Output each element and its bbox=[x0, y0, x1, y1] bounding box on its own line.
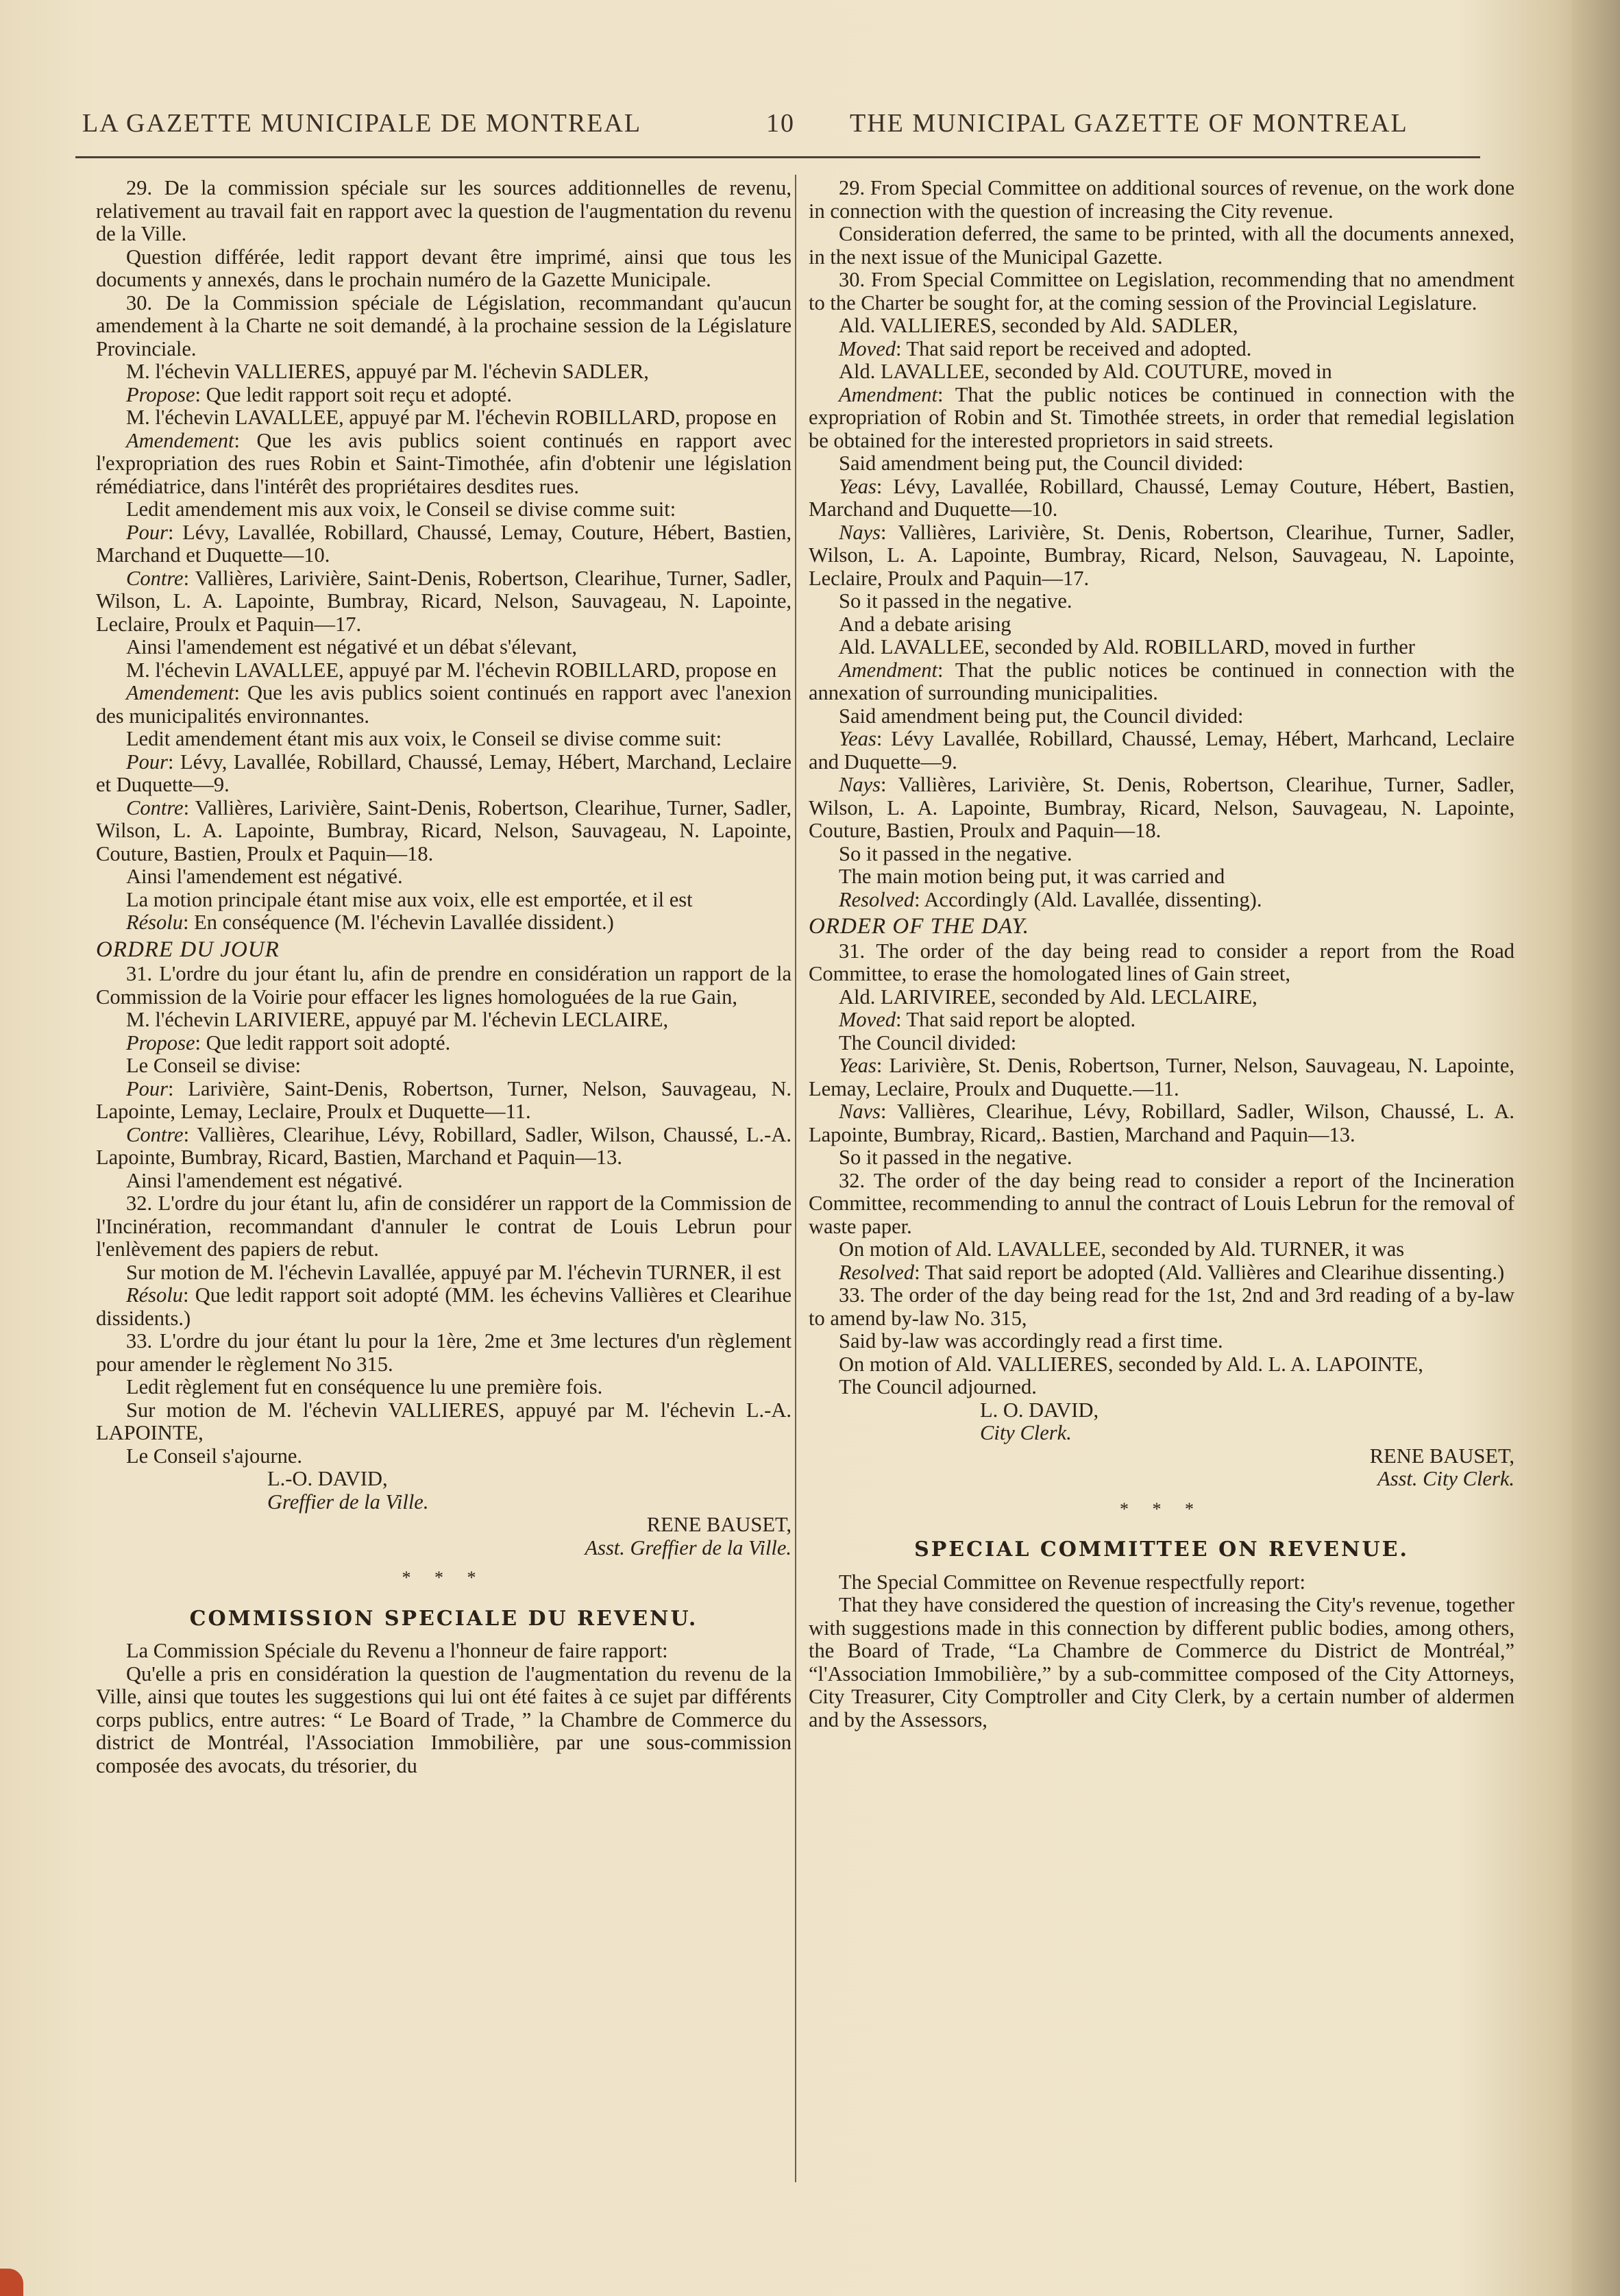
minutes-paragraph bbox=[96, 1192, 791, 1261]
motion-label: Résolu bbox=[126, 911, 184, 934]
paragraph-text: 32. The order of the day being read to consider a report of the Incineration Committee, recommending to annul the contract of Louis Lebrun for the removal of waste paper. bbox=[809, 1168, 1514, 1238]
minutes-paragraph bbox=[809, 1261, 1514, 1285]
paragraph-text: : Larivière, St. Denis, Robertson, Turner, Nelson, Sauvageau, N. Lapointe, Lemay, Leclaire, Proulx and Duquette.—11. bbox=[809, 1054, 1514, 1100]
separator-stars: * * * bbox=[402, 1568, 486, 1588]
minutes-paragraph bbox=[809, 728, 1514, 774]
motion-label: Pour bbox=[126, 1076, 168, 1100]
report-title: SPECIAL COMMITTEE ON REVENUE. bbox=[914, 1538, 1409, 1561]
paragraph-text: Ald. LAVALLEE, seconded by Ald. COUTURE, moved in bbox=[839, 360, 1332, 383]
minutes-paragraph bbox=[809, 1376, 1514, 1399]
minutes-paragraph bbox=[809, 1100, 1514, 1146]
minutes-paragraph bbox=[96, 659, 791, 682]
motion-label: Résolu bbox=[126, 1283, 184, 1307]
motion-label: Contre bbox=[126, 1122, 184, 1146]
motion-label: Navs bbox=[839, 1100, 881, 1123]
motion-label: Propose bbox=[126, 382, 195, 406]
minutes-paragraph bbox=[809, 774, 1514, 843]
paragraph-text: M. l'échevin LAVALLEE, appuyé par M. l'échevin ROBILLARD, propose en bbox=[126, 406, 777, 429]
minutes-paragraph bbox=[96, 177, 791, 246]
section-heading: ORDRE DU JOUR bbox=[96, 937, 280, 962]
minutes-paragraph bbox=[96, 384, 791, 407]
paragraph-text: Sur motion de M. l'échevin VALLIERES, appuyé par M. l'échevin L.-A. LAPOINTE, bbox=[96, 1398, 791, 1444]
minutes-paragraph bbox=[96, 751, 791, 797]
paragraph-text: And a debate arising bbox=[839, 612, 1011, 636]
paragraph-text: : That the public notices be continued in connection with the annexation of surrounding municipalities. bbox=[809, 658, 1514, 704]
minutes-paragraph bbox=[96, 911, 791, 935]
minutes-paragraph bbox=[96, 1170, 791, 1193]
clerk-name: L.-O. DAVID, bbox=[267, 1467, 388, 1490]
minutes-paragraph bbox=[96, 430, 791, 499]
paragraph-text: The Council adjourned. bbox=[839, 1375, 1037, 1398]
paragraph-text: : Vallières, Clearihue, Lévy, Robillard, Sadler, Wilson, Chaussé, L.-A. Lapointe, Bumbray, Ricard, Bastien, Marchand et Paquin—13. bbox=[96, 1122, 791, 1169]
paragraph-text: Consideration deferred, the same to be printed, with all the documents annexed, in the next issue of the Municipal Gazette. bbox=[809, 222, 1514, 269]
minutes-paragraph bbox=[809, 1353, 1514, 1377]
report-title: COMMISSION SPECIALE DU REVENU. bbox=[189, 1606, 698, 1631]
paragraph-text: : Vallières, Larivière, St. Denis, Robertson, Clearihue, Turner, Sadler, Wilson, L. A. Lapointe, Bumbray, Ricard, Nelson, Sauvageau, N. Lapointe, Leclaire, Proulx and Paquin—17. bbox=[809, 520, 1514, 590]
minutes-paragraph bbox=[96, 1445, 791, 1468]
paragraph-text: Le Conseil s'ajourne. bbox=[126, 1444, 303, 1468]
report-paragraph: The Special Committee on Revenue respectfully report: bbox=[839, 1570, 1305, 1594]
minutes-paragraph bbox=[809, 521, 1514, 591]
minutes-paragraph bbox=[809, 1330, 1514, 1353]
paragraph-text: Ledit règlement fut en conséquence lu une première fois. bbox=[126, 1375, 603, 1398]
motion-label: Amendement bbox=[126, 681, 234, 704]
paragraph-text: : That said report be received and adopted. bbox=[895, 336, 1252, 360]
motion-label: Nays bbox=[839, 520, 881, 544]
paragraph-text: : Que ledit rapport soit adopté (MM. les échevins Vallières et Clearihue dissidents.) bbox=[96, 1283, 791, 1330]
paragraph-text: Ledit amendement mis aux voix, le Conseil se divise comme suit: bbox=[126, 497, 676, 521]
paragraph-text: So it passed in the negative. bbox=[839, 1146, 1072, 1169]
paragraph-text: : Vallières, Larivière, Saint-Denis, Robertson, Clearihue, Turner, Sadler, Wilson, L. A. Lapointe, Bumbray, Ricard, Nelson, Sauvageau, N. Lapointe, Couture, Bastien, Proulx et Paquin—18. bbox=[96, 795, 791, 865]
page-header bbox=[75, 103, 1480, 144]
assistant-clerk-name: RENE BAUSET, bbox=[1369, 1444, 1514, 1468]
minutes-paragraph bbox=[809, 177, 1514, 223]
paragraph-text: M. l'échevin LAVALLEE, appuyé par M. l'échevin ROBILLARD, propose en bbox=[126, 658, 777, 682]
motion-label: Pour bbox=[126, 750, 168, 774]
header-english-title: THE MUNICIPAL GAZETTE OF MONTREAL bbox=[850, 109, 1408, 138]
paragraph-text: La motion principale étant mise aux voix, elle est emportée, et il est bbox=[126, 887, 693, 911]
paragraph-text: : Lévy, Lavallée, Robillard, Chaussé, Lemay, Couture, Hébert, Bastien, Marchand et Duquette—10. bbox=[96, 520, 791, 567]
minutes-paragraph bbox=[809, 314, 1514, 338]
minutes-paragraph bbox=[96, 360, 791, 384]
motion-label: Pour bbox=[126, 520, 168, 544]
minutes-paragraph bbox=[96, 1376, 791, 1399]
minutes-paragraph bbox=[96, 1054, 791, 1078]
motion-label: Amendment bbox=[839, 658, 937, 682]
minutes-paragraph bbox=[96, 728, 791, 751]
motion-label: Yeas bbox=[839, 1054, 876, 1077]
paragraph-text: Question différée, ledit rapport devant être imprimé, ainsi que tous les documents y annexés, dans le prochain numéro de la Gazette Municipale. bbox=[96, 245, 791, 291]
minutes-paragraph bbox=[809, 1284, 1514, 1330]
minutes-paragraph bbox=[809, 659, 1514, 705]
minutes-paragraph bbox=[96, 567, 791, 637]
minutes-paragraph bbox=[809, 1009, 1514, 1032]
minutes-paragraph bbox=[809, 269, 1514, 314]
minutes-paragraph bbox=[96, 292, 791, 361]
paragraph-text: : Lévy, Lavallée, Robillard, Chaussé, Lemay, Hébert, Marchand, Leclaire et Duquette—9. bbox=[96, 750, 791, 796]
minutes-paragraph bbox=[809, 889, 1514, 912]
minutes-paragraph bbox=[96, 865, 791, 889]
paragraph-text: 30. From Special Committee on Legislation, recommending that no amendment to the Charter be sought for, at the coming session of the Provincial Legislature. bbox=[809, 268, 1514, 314]
paragraph-text: M. l'échevin LARIVIERE, appuyé par M. l'échevin LECLAIRE, bbox=[126, 1008, 669, 1031]
minutes-paragraph bbox=[96, 1399, 791, 1445]
minutes-paragraph bbox=[96, 406, 791, 430]
minutes-paragraph bbox=[809, 986, 1514, 1009]
minutes-paragraph bbox=[809, 452, 1514, 476]
paragraph-text: Ainsi l'amendement est négativé. bbox=[126, 1168, 403, 1192]
minutes-paragraph bbox=[809, 338, 1514, 361]
paragraph-text: : Lévy, Lavallée, Robillard, Chaussé, Lemay Couture, Hébert, Bastien, Marchand and Duquette—10. bbox=[809, 474, 1514, 521]
minutes-paragraph bbox=[96, 889, 791, 912]
clerk-title: City Clerk. bbox=[980, 1421, 1072, 1444]
paragraph-text: Said amendment being put, the Council divided: bbox=[839, 452, 1244, 475]
minutes-paragraph bbox=[809, 223, 1514, 269]
minutes-paragraph bbox=[96, 498, 791, 521]
paragraph-text: Le Conseil se divise: bbox=[126, 1054, 301, 1077]
paragraph-text: The Council divided: bbox=[839, 1030, 1017, 1054]
motion-label: Moved bbox=[839, 336, 896, 360]
report-paragraph: Qu'elle a pris en considération la question de l'augmentation du revenu de la Ville, ainsi que toutes les suggestions qui lui ont été faites à ce sujet par différents corps publics, entre autres: “ Le Board of Trade, ” la Chambre de Commerce du district de Montréal, l'Association Immobilière, par une sous-commission composée des avocats, du trésorier, du bbox=[96, 1662, 791, 1777]
assistant-clerk-name: RENE BAUSET, bbox=[646, 1513, 791, 1536]
paragraph-text: Ald. LAVALLEE, seconded by Ald. ROBILLARD, moved in further bbox=[839, 635, 1415, 658]
english-column bbox=[809, 177, 1514, 1731]
paragraph-text: 31. The order of the day being read to consider a report from the Road Committee, to erase the homologated lines of Gain street, bbox=[809, 939, 1514, 985]
motion-label: Moved bbox=[839, 1008, 896, 1031]
minutes-paragraph bbox=[809, 940, 1514, 986]
minutes-paragraph bbox=[96, 1330, 791, 1376]
minutes-paragraph bbox=[96, 1284, 791, 1330]
paragraph-text: 33. The order of the day being read for the 1st, 2nd and 3rd reading of a by-law to amend by-law No. 315, bbox=[809, 1283, 1514, 1330]
paragraph-text: On motion of Ald. VALLIERES, seconded by Ald. L. A. LAPOINTE, bbox=[839, 1352, 1423, 1376]
paragraph-text: : Lévy Lavallée, Robillard, Chaussé, Lemay, Hébert, Marhcand, Leclaire and Duquette—9. bbox=[809, 727, 1514, 774]
minutes-paragraph bbox=[96, 682, 791, 728]
clerk-name: L. O. DAVID, bbox=[980, 1398, 1099, 1422]
paragraph-text: : Que ledit rapport soit adopté. bbox=[195, 1030, 451, 1054]
report-paragraph: La Commission Spéciale du Revenu a l'honneur de faire rapport: bbox=[126, 1639, 668, 1662]
paragraph-text: Sur motion de M. l'échevin Lavallée, appuyé par M. l'échevin TURNER, il est bbox=[126, 1260, 781, 1284]
assistant-clerk-title: Asst. City Clerk. bbox=[1377, 1467, 1514, 1490]
paragraph-text: : Accordingly (Ald. Lavallée, dissenting). bbox=[914, 887, 1262, 911]
paragraph-text: : Vallières, Larivière, Saint-Denis, Robertson, Clearihue, Turner, Sadler, Wilson, L. A. Lapointe, Bumbray, Ricard, Nelson, Sauvageau, N. Lapointe, Leclaire, Proulx et Paquin—17. bbox=[96, 566, 791, 636]
header-rule bbox=[75, 156, 1480, 158]
section-heading: ORDER OF THE DAY. bbox=[809, 914, 1029, 939]
minutes-paragraph bbox=[96, 1078, 791, 1124]
separator-stars: * * * bbox=[1120, 1498, 1203, 1519]
paragraph-text: : Vallières, Larivière, St. Denis, Robertson, Clearihue, Turner, Sadler, Wilson, L. A. Lapointe, Bumbray, Ricard, Nelson, Sauvageau, N. Lapointe, Couture, Bastien, Proulx and Paquin—18. bbox=[809, 773, 1514, 842]
minutes-paragraph bbox=[96, 1261, 791, 1285]
paragraph-text: 30. De la Commission spéciale de Législation, recommandant qu'aucun amendement à la Charte ne soit demandé, à la prochaine session de la Législature Provinciale. bbox=[96, 291, 791, 360]
paragraph-text: Said amendment being put, the Council divided: bbox=[839, 704, 1244, 728]
minutes-paragraph bbox=[809, 1054, 1514, 1100]
clerk-title: Greffier de la Ville. bbox=[267, 1490, 429, 1514]
motion-label: Amendement bbox=[126, 428, 234, 452]
paragraph-text: 29. De la commission spéciale sur les sources additionnelles de revenu, relativement au travail fait en rapport avec la question de l'augmentation du revenu de la Ville. bbox=[96, 176, 791, 245]
report-paragraph: That they have considered the question of increasing the City's revenue, together with suggestions made in this connection by different public bodies, among others, the Board of Trade, “La Chambre de Commerce du District de Montréal,” “l'Association Immobilière,” by a sub-committee composed of the City Attorneys, City Treasurer, City Comptroller and City Clerk, by a certain number of aldermen and by the Assessors, bbox=[809, 1593, 1514, 1731]
paragraph-text: So it passed in the negative. bbox=[839, 589, 1072, 613]
minutes-paragraph bbox=[809, 1032, 1514, 1055]
minutes-paragraph bbox=[809, 865, 1514, 889]
minutes-paragraph bbox=[96, 1009, 791, 1032]
column-divider bbox=[795, 175, 796, 2182]
paragraph-text: Ledit amendement étant mis aux voix, le Conseil se divise comme suit: bbox=[126, 727, 722, 750]
motion-label: Resolved bbox=[839, 887, 915, 911]
minutes-paragraph bbox=[809, 1170, 1514, 1239]
minutes-paragraph bbox=[809, 636, 1514, 659]
paragraph-text: On motion of Ald. LAVALLEE, seconded by Ald. TURNER, it was bbox=[839, 1237, 1405, 1261]
paragraph-text: So it passed in the negative. bbox=[839, 841, 1072, 865]
french-column bbox=[96, 177, 791, 1777]
minutes-paragraph bbox=[96, 797, 791, 866]
minutes-paragraph bbox=[96, 1032, 791, 1055]
motion-label: Nays bbox=[839, 773, 881, 796]
paragraph-text: : Larivière, Saint-Denis, Robertson, Turner, Nelson, Sauvageau, N. Lapointe, Lemay, Leclaire, Proulx et Duquette—11. bbox=[96, 1076, 791, 1123]
paragraph-text: Ainsi l'amendement est négativé et un débat s'élevant, bbox=[126, 635, 578, 658]
paragraph-text: : That said report be adopted (Ald. Vallières and Clearihue dissenting.) bbox=[914, 1260, 1505, 1284]
paragraph-text: M. l'échevin VALLIERES, appuyé par M. l'échevin SADLER, bbox=[126, 360, 649, 383]
motion-label: Contre bbox=[126, 566, 184, 590]
paragraph-text: : Vallières, Clearihue, Lévy, Robillard, Sadler, Wilson, Chaussé, L. A. Lapointe, Bumbray, Ricard,. Bastien, Marchand and Paquin—13. bbox=[809, 1100, 1514, 1146]
minutes-paragraph bbox=[809, 613, 1514, 637]
minutes-paragraph bbox=[809, 843, 1514, 866]
minutes-paragraph bbox=[809, 1238, 1514, 1261]
motion-label: Resolved bbox=[839, 1260, 915, 1284]
minutes-paragraph bbox=[96, 1124, 791, 1170]
paragraph-text: The main motion being put, it was carried and bbox=[839, 865, 1225, 888]
paragraph-text: Ald. LARIVIREE, seconded by Ald. LECLAIRE, bbox=[839, 985, 1257, 1009]
minutes-paragraph bbox=[809, 590, 1514, 613]
minutes-paragraph bbox=[96, 521, 791, 567]
paragraph-text: : Que ledit rapport soit reçu et adopté. bbox=[195, 382, 512, 406]
paragraph-text: Ald. VALLIERES, seconded by Ald. SADLER, bbox=[839, 314, 1238, 337]
paragraph-text: Said by-law was accordingly read a first time. bbox=[839, 1329, 1223, 1353]
minutes-paragraph bbox=[809, 476, 1514, 521]
minutes-paragraph bbox=[809, 1146, 1514, 1170]
paragraph-text: 31. L'ordre du jour étant lu, afin de prendre en considération un rapport de la Commission de la Voirie pour effacer les lignes homologuées de la rue Gain, bbox=[96, 962, 791, 1009]
paragraph-text: 29. From Special Committee on additional sources of revenue, on the work done in connection with the question of increasing the City revenue. bbox=[809, 176, 1514, 223]
motion-label: Contre bbox=[126, 795, 184, 819]
assistant-clerk-title: Asst. Greffier de la Ville. bbox=[585, 1535, 791, 1559]
minutes-paragraph bbox=[809, 360, 1514, 384]
minutes-paragraph bbox=[96, 246, 791, 292]
motion-label: Yeas bbox=[839, 474, 876, 498]
minutes-paragraph bbox=[809, 705, 1514, 728]
paragraph-text: Ainsi l'amendement est négativé. bbox=[126, 865, 403, 888]
paragraph-text: : That said report be alopted. bbox=[895, 1008, 1136, 1031]
minutes-paragraph bbox=[96, 636, 791, 659]
minutes-paragraph bbox=[96, 963, 791, 1009]
paragraph-text: : Que les avis publics soient continués en rapport avec l'anexion des municipalités environnantes. bbox=[96, 681, 791, 728]
paragraph-text: 33. L'ordre du jour étant lu pour la 1ère, 2me et 3me lectures d'un règlement pour amender le règlement No 315. bbox=[96, 1329, 791, 1376]
minutes-paragraph bbox=[809, 384, 1514, 453]
paragraph-text: : Que les avis publics soient continués en rapport avec l'expropriation des rues Robin et Saint-Timothée, afin d'obtenir une législation rémédiatrice, dans l'intérêt des propriétaires desdites rues. bbox=[96, 428, 791, 498]
motion-label: Propose bbox=[126, 1030, 195, 1054]
paragraph-text: 32. L'ordre du jour étant lu, afin de considérer un rapport de la Commission de l'Incinération, recommandant d'annuler le contrat de Louis Lebrun pour l'enlèvement des papiers de rebut. bbox=[96, 1192, 791, 1261]
header-french-title: LA GAZETTE MUNICIPALE DE MONTREAL bbox=[82, 109, 642, 138]
paragraph-text: : En conséquence (M. l'échevin Lavallée dissident.) bbox=[183, 911, 614, 934]
page-number: 10 bbox=[766, 109, 795, 138]
page-edge-shadow bbox=[1572, 0, 1620, 2296]
motion-label: Yeas bbox=[839, 727, 876, 750]
paragraph-text: : That the public notices be continued in connection with the expropriation of Robin and St. Timothée streets, in order that remedial legislation be obtained for the interested proprietors in said streets. bbox=[809, 382, 1514, 452]
motion-label: Amendment bbox=[839, 382, 937, 406]
